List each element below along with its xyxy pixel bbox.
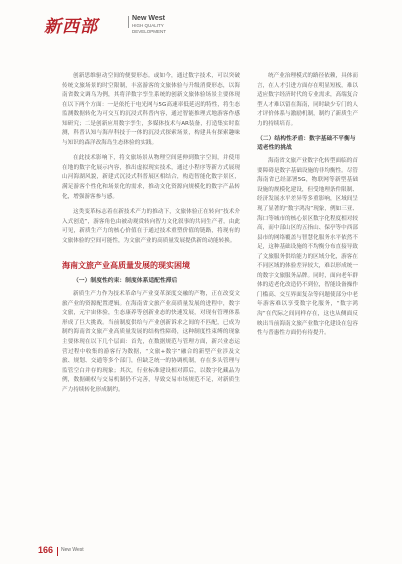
body-paragraph: 海南省文旅产业数字化转型面临的首要障碍是数字基础设施的非均衡性。尽管海南省已经部署5G，物联网等新型基础设施的规模化建设，但受地理条件限制、经济发展水平差异等多重影响，区域间呈现了显著的“数字鸿沟”现象，例如三亚、海口等城市的核心景区数字化程度相对较高，而中部山区的五指山、保亭等中西部县市的网络覆盖与智慧化服务水平依然不足，这种基础设施的不均衡分布直接导致了文旅服务供给能力的区域分化，游客在不同区域的体验差异较大，难以形成统一的数字文旅服务品牌。同时，面向老年群体的适老化改造仍不到位，智能设备操作门槛高、交互界面复杂等问题使部分中老年游客难以享受数字化服务，“数字鸿沟”在代际之间同样存在，这也从侧面反映出当前海南文旅产业数字化建设在包容性与普惠性方面仍有待提升。: [257, 158, 358, 337]
footer-divider: [57, 547, 58, 556]
body-paragraph: 在此技术影响下，将文旅场景从物理空间延伸到数字空间，并使用在地的数字化展示内容，推出虚拟现实技术，通过小程序等新方式展现山河海湖风貌，新建式沉浸式科普展区相结合，构造智能化数字景区，满足游客个性化和场景化的需求，推动文化资源向规模化的数字产品转化，增强游客参与感。: [62, 155, 240, 200]
page-header: [0, 0, 402, 44]
magazine-name-block: [132, 15, 184, 34]
body-paragraph: 创新思维驱动空间的便要形态。或如今，通过数字技术，可以突破传统文旅场景的时空限制，丰富游客的文旅体验与升级消费形态，以海南省数文调乌为例，其将洋数字孪生系统的创新文旅体验场景主要体现在以下两个方面：一是依托于电光网与5G高速率低延迟的特性，将生态监测数据转化为可交互的沉浸式科普内容，通过智能推理式地游客作感知研究；二是创新应用数字孪生，多媒体技术与AR装备，打造集实时监测，科普认知与海岸科技于一体的沉浸式探索场景，构建具有探索趣味与知识的森洋改海岛生态体验的实践。: [62, 73, 240, 146]
subsection-title: （二）结构性矛盾：数字基础不平衡与适老性的挑战: [257, 136, 356, 152]
left-column: [62, 72, 240, 401]
body-paragraph: 统产业治理模式的路径依赖，具体而言，在人才引进方面存在明显短板，难以适应数字经济时代的专业需求，高端复合型人才难以留在海南，同时缺少专门的人才评价体系与激励机制，制约了新质生产力的持续培育。: [257, 73, 358, 127]
subsection-title: （一）制度性约束：制度体系适配性滞后: [73, 278, 178, 285]
magazine-logo: 新西部: [44, 17, 98, 37]
section-title: 海南文旅产业高质量发展的现实困境: [62, 261, 190, 271]
body-paragraph: 这类变革标志着在新技术产力的推动下，文旅体验正在转向“技术介入式创造”，游客角色由被动观赏转向智力文化叙事的共同生产者，由此可见，新质生产力的核心价值在于通过技术重塑价值的链路，将现有的文旅体验的空间可能性，为文旅产业的高质量发展提供新的动能转换。: [62, 209, 240, 244]
magazine-tagline: HIGH QUALITY DEVELOPMENT: [132, 23, 167, 34]
magazine-name-en: New West: [132, 15, 165, 22]
page-number: 166: [38, 545, 54, 555]
right-column: [257, 72, 358, 345]
footer-magazine-label: New West: [61, 547, 84, 553]
body-paragraph: 新质生产力作为技术革命与产业变革深度交融的产物，正在改变文旅产业的资源配置逻辑。在海南省文旅产业高质量发展的进程中，数字文旅，元宇宙体验，生态康养等创新业态的快速发展，对现有管理体系形成了巨大挑战。当前制度供给与产业创新诉求之间的不匹配，已成为制约海南省文旅产业高质量发展的结构性障碍，这种制度性束缚的现象主要体现在以下几个层面：首先，在数据规范与管理方面，新兴业态运营过程中收集的游客行为数据，“文旅+数字”融合的新型产业涉及文旅、规划、交通等多个部门，但缺乏统一的协调机制，存在多头管理与监管空白并存的现象；其次，行业标准建设相对滞后，以数字化藏品为例，数据确权与交易机制仍不完善，导致交易市场规范不足，对新质生产力持续转化形成制约。: [62, 291, 240, 393]
header-divider: [128, 16, 129, 28]
